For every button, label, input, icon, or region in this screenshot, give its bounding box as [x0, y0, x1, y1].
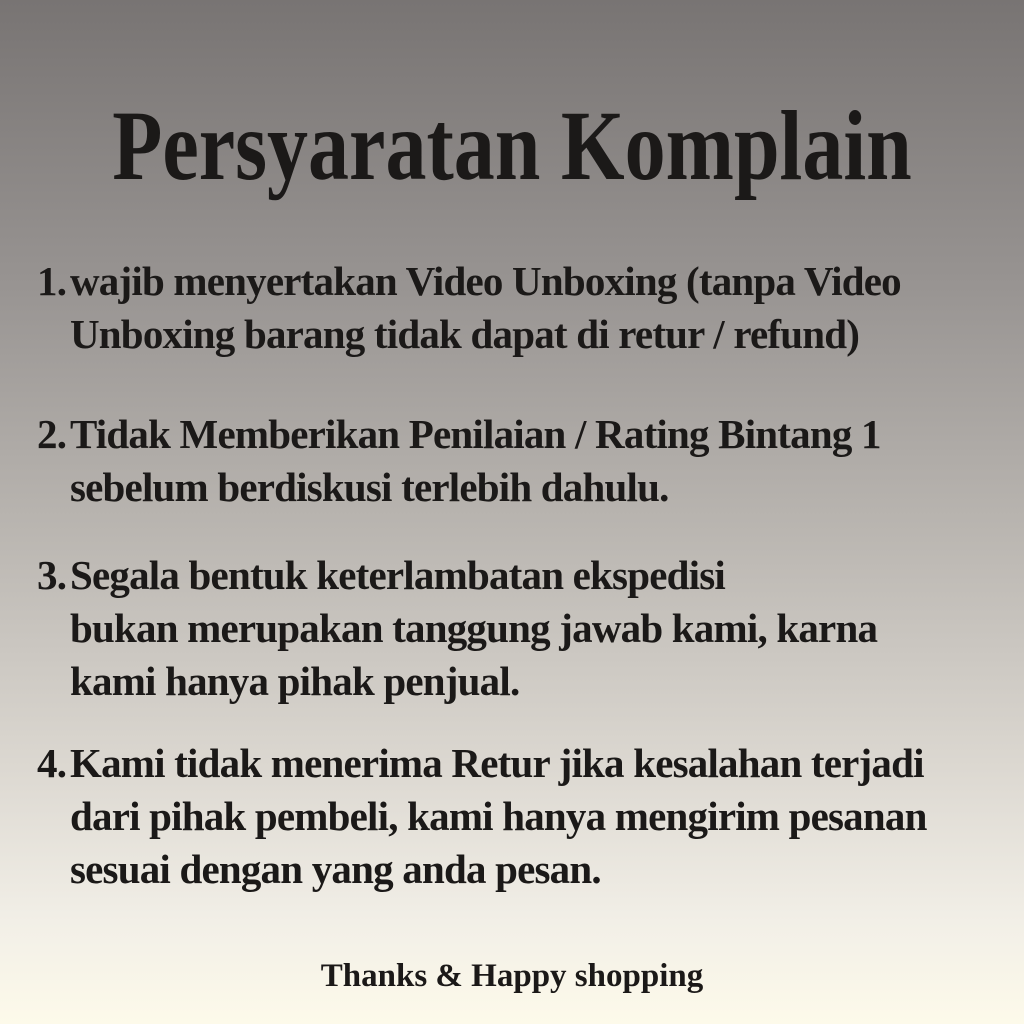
item-number: 1.: [37, 258, 67, 304]
complaint-requirements-list: [0, 255, 1024, 896]
item-line: dari pihak pembeli, kami hanya mengirim pesanan: [70, 793, 927, 839]
item-line: kami hanya pihak penjual.: [70, 658, 520, 704]
list-item-video-unboxing: [0, 255, 1024, 361]
list-item-no-return-buyer-error: [0, 737, 1024, 896]
item-number: 2.: [37, 411, 67, 457]
item-number: 3.: [37, 552, 67, 598]
item-number: 4.: [37, 740, 67, 786]
item-line: Unboxing barang tidak dapat di retur / refund): [70, 311, 860, 357]
item-line: Tidak Memberikan Penilaian / Rating Bintang 1: [70, 411, 881, 457]
footer-note: Thanks & Happy shopping: [320, 958, 704, 994]
item-line: bukan merupakan tanggung jawab kami, karna: [70, 605, 878, 651]
item-line: Segala bentuk keterlambatan ekspedisi: [70, 552, 725, 598]
item-line: sebelum berdiskusi terlebih dahulu.: [70, 464, 669, 510]
item-line: Kami tidak menerima Retur jika kesalahan terjadi: [70, 740, 924, 786]
list-item-expedition-delay: [0, 549, 1024, 708]
list-item-no-rating: [0, 408, 1024, 514]
item-line: sesuai dengan yang anda pesan.: [70, 846, 601, 892]
item-line: wajib menyertakan Video Unboxing (tanpa Video: [70, 258, 901, 304]
page-title: Persyaratan Komplain: [112, 90, 912, 201]
